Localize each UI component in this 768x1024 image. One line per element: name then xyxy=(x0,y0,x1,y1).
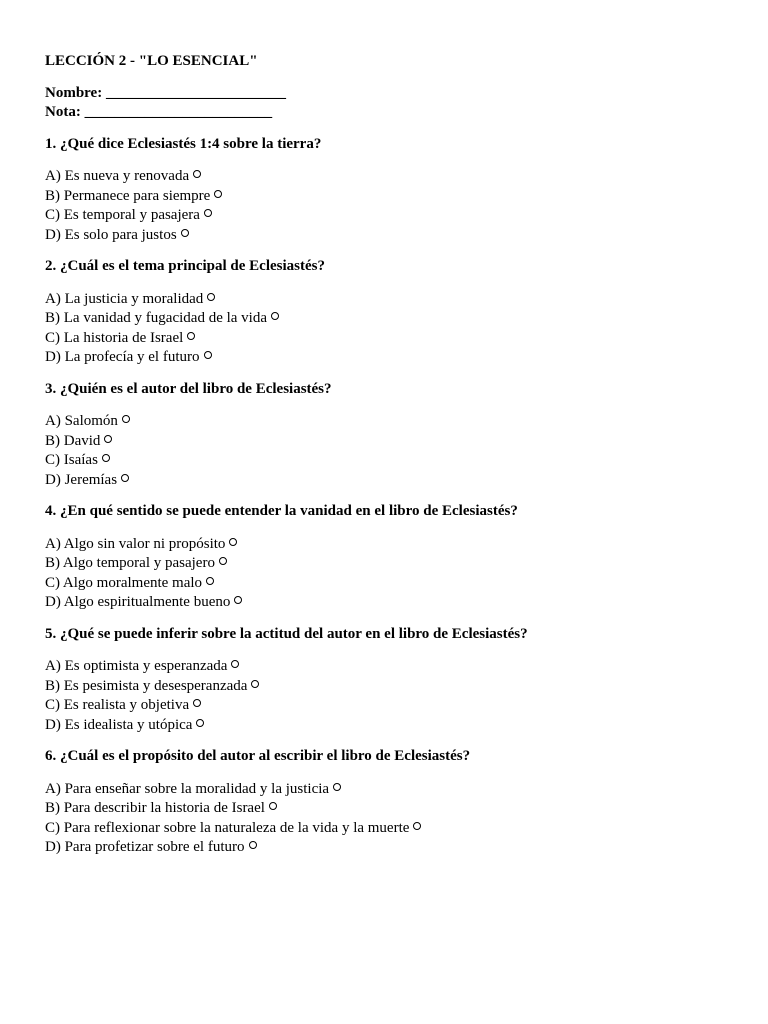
answer-option[interactable] xyxy=(45,696,745,716)
answer-option[interactable] xyxy=(45,206,745,226)
option-label: D) Para profetizar sobre el futuro xyxy=(45,839,245,855)
radio-circle-icon[interactable] xyxy=(204,351,212,359)
answer-option[interactable] xyxy=(45,432,745,452)
question-2 xyxy=(45,257,745,368)
answer-option[interactable] xyxy=(45,780,745,800)
option-label: C) Algo moralmente malo xyxy=(45,574,203,591)
question-6 xyxy=(45,747,745,858)
option-label: D) Es solo para justos xyxy=(45,226,177,243)
option-label: B) Algo temporal y pasajero xyxy=(45,555,215,571)
radio-circle-icon[interactable] xyxy=(104,435,112,443)
radio-circle-icon[interactable] xyxy=(251,680,259,688)
option-label: D) Jeremías xyxy=(45,471,118,488)
radio-circle-icon[interactable] xyxy=(122,415,130,423)
question-text: 6. ¿Cuál es el propósito del autor al escribir el libro de Eclesiastés? xyxy=(45,748,471,764)
answer-option[interactable] xyxy=(45,677,745,697)
answer-option[interactable] xyxy=(45,471,745,491)
answer-option[interactable] xyxy=(45,290,745,310)
radio-circle-icon[interactable] xyxy=(271,312,279,320)
question-4 xyxy=(45,502,745,613)
answer-option[interactable] xyxy=(45,535,745,555)
answer-option[interactable] xyxy=(45,187,745,207)
radio-circle-icon[interactable] xyxy=(333,783,341,791)
worksheet-page xyxy=(45,52,745,870)
option-label: B) La vanidad y fugacidad de la vida xyxy=(45,310,267,326)
radio-circle-icon[interactable] xyxy=(234,596,242,604)
radio-circle-icon[interactable] xyxy=(207,293,215,301)
question-5 xyxy=(45,625,745,736)
option-label: A) Algo sin valor ni propósito xyxy=(45,535,226,552)
option-label: C) Para reflexionar sobre la naturaleza de la vida y la muerte xyxy=(45,819,410,836)
radio-circle-icon[interactable] xyxy=(214,190,222,198)
option-label: B) Es pesimista y desesperanzada xyxy=(45,677,248,694)
option-label: A) La justicia y moralidad xyxy=(45,290,204,307)
radio-circle-icon[interactable] xyxy=(196,719,204,727)
answer-option[interactable] xyxy=(45,309,745,329)
option-label: A) Para enseñar sobre la moralidad y la justicia xyxy=(45,780,330,797)
answer-option[interactable] xyxy=(45,574,745,594)
question-1 xyxy=(45,135,745,246)
question-text: 1. ¿Qué dice Eclesiastés 1:4 sobre la tierra? xyxy=(45,135,322,152)
option-label: D) La profecía y el futuro xyxy=(45,349,200,365)
answer-option[interactable] xyxy=(45,838,745,858)
option-label: C) Isaías xyxy=(45,452,98,468)
radio-circle-icon[interactable] xyxy=(181,229,189,237)
option-label: D) Es idealista y utópica xyxy=(45,716,193,733)
student-fields xyxy=(45,84,745,123)
radio-circle-icon[interactable] xyxy=(219,557,227,565)
question-text: 2. ¿Cuál es el tema principal de Eclesiastés? xyxy=(45,258,325,274)
radio-circle-icon[interactable] xyxy=(102,454,110,462)
answer-option[interactable] xyxy=(45,819,745,839)
radio-circle-icon[interactable] xyxy=(193,699,201,707)
grade-field[interactable]: Nota: _________________________ xyxy=(45,104,273,120)
option-label: C) La historia de Israel xyxy=(45,329,184,346)
option-label: C) Es realista y objetiva xyxy=(45,697,190,713)
question-text: 3. ¿Quién es el autor del libro de Eclesiastés? xyxy=(45,380,332,397)
answer-option[interactable] xyxy=(45,167,745,187)
radio-circle-icon[interactable] xyxy=(204,209,212,217)
answer-option[interactable] xyxy=(45,451,745,471)
radio-circle-icon[interactable] xyxy=(269,802,277,810)
radio-circle-icon[interactable] xyxy=(229,538,237,546)
radio-circle-icon[interactable] xyxy=(206,577,214,585)
radio-circle-icon[interactable] xyxy=(193,170,201,178)
option-label: A) Es nueva y renovada xyxy=(45,168,190,184)
answer-option[interactable] xyxy=(45,593,745,613)
radio-circle-icon[interactable] xyxy=(249,841,257,849)
name-field[interactable]: Nombre: ________________________ xyxy=(45,84,286,101)
answer-option[interactable] xyxy=(45,657,745,677)
option-label: C) Es temporal y pasajera xyxy=(45,207,200,223)
option-label: B) Para describir la historia de Israel xyxy=(45,800,265,816)
radio-circle-icon[interactable] xyxy=(413,822,421,830)
radio-circle-icon[interactable] xyxy=(121,474,129,482)
document-title: LECCIÓN 2 - "LO ESENCIAL" xyxy=(45,53,258,69)
option-label: A) Salomón xyxy=(45,413,118,429)
question-text: 4. ¿En qué sentido se puede entender la vanidad en el libro de Eclesiastés? xyxy=(45,503,518,519)
question-3 xyxy=(45,380,745,491)
option-label: D) Algo espiritualmente bueno xyxy=(45,594,231,610)
answer-option[interactable] xyxy=(45,716,745,736)
answer-option[interactable] xyxy=(45,226,745,246)
answer-option[interactable] xyxy=(45,554,745,574)
option-label: B) David xyxy=(45,432,101,449)
answer-option[interactable] xyxy=(45,412,745,432)
option-label: B) Permanece para siempre xyxy=(45,187,211,204)
radio-circle-icon[interactable] xyxy=(187,332,195,340)
answer-option[interactable] xyxy=(45,329,745,349)
option-label: A) Es optimista y esperanzada xyxy=(45,658,228,674)
radio-circle-icon[interactable] xyxy=(231,660,239,668)
answer-option[interactable] xyxy=(45,348,745,368)
answer-option[interactable] xyxy=(45,799,745,819)
question-text: 5. ¿Qué se puede inferir sobre la actitud del autor en el libro de Eclesiastés? xyxy=(45,625,528,642)
